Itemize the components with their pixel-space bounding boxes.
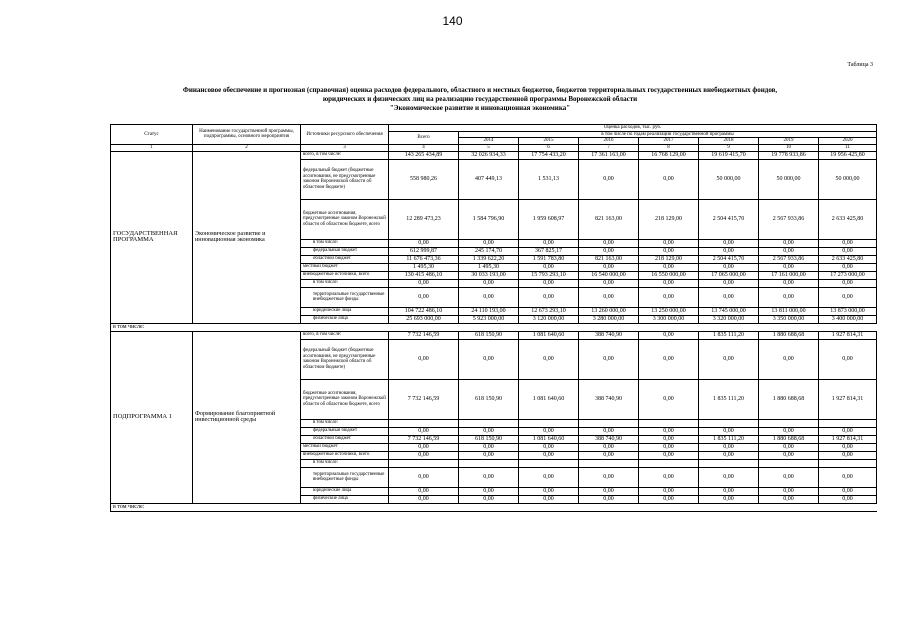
- year-value: 1 880 688,68: [759, 331, 819, 339]
- year-value: 0,00: [699, 263, 759, 271]
- year-value: 0,00: [579, 287, 639, 307]
- year-value: 0,00: [759, 487, 819, 495]
- year-value: 1 531,13: [519, 159, 579, 199]
- header-year: 2017: [639, 138, 699, 145]
- year-value: 0,00: [459, 427, 519, 435]
- year-value: 16 768 129,00: [639, 151, 699, 159]
- total-value: 0,00: [389, 279, 459, 287]
- funding-source-label: федеральный бюджет (бюджетные ассигнования, не предусмотренные законом Воронежской области об областном бюджете): [301, 159, 389, 199]
- year-value: 0,00: [519, 443, 579, 451]
- year-value: 0,00: [759, 263, 819, 271]
- separator-empty: [459, 503, 519, 511]
- year-value: 24 110 193,00: [459, 307, 519, 315]
- funding-source-label: всего, в том числе:: [301, 151, 389, 159]
- separator-empty: [519, 503, 579, 511]
- separator-empty: [819, 503, 877, 511]
- total-value: 0,00: [389, 467, 459, 487]
- year-value: 0,00: [459, 467, 519, 487]
- year-value: 0,00: [759, 287, 819, 307]
- column-index-row: [111, 144, 877, 151]
- header-year: 2014: [459, 138, 519, 145]
- year-value: 3 320 000,00: [699, 315, 759, 323]
- year-value: 0,00: [759, 339, 819, 379]
- year-value: 0,00: [699, 247, 759, 255]
- total-value: 7 732 146,59: [389, 331, 459, 339]
- separator-empty: [193, 503, 301, 511]
- year-value: 1 927 814,31: [819, 331, 877, 339]
- year-value: 0,00: [639, 435, 699, 443]
- year-value: [759, 419, 819, 427]
- year-value: 0,00: [519, 467, 579, 487]
- year-value: 17 161 000,00: [759, 271, 819, 279]
- total-value: [389, 459, 459, 467]
- year-value: 0,00: [819, 279, 877, 287]
- year-value: 1 835 111,20: [699, 435, 759, 443]
- separator-empty: [459, 323, 519, 331]
- header-year: 2016: [579, 138, 639, 145]
- table-label: Таблица 3: [847, 62, 873, 68]
- year-value: 0,00: [699, 427, 759, 435]
- column-index: 11: [819, 144, 877, 151]
- separator-row: [111, 503, 877, 511]
- year-value: [519, 459, 579, 467]
- year-value: 0,00: [459, 279, 519, 287]
- year-value: [519, 419, 579, 427]
- header-year: 2018: [699, 138, 759, 145]
- year-value: 0,00: [639, 495, 699, 503]
- year-value: 618 150,90: [459, 331, 519, 339]
- year-value: 0,00: [759, 495, 819, 503]
- year-value: 1 927 814,31: [819, 379, 877, 419]
- separator-empty: [193, 323, 301, 331]
- year-value: 1 584 796,90: [459, 199, 519, 239]
- finance-table: [110, 124, 877, 512]
- year-value: 1 495,30: [459, 263, 519, 271]
- year-value: 0,00: [699, 339, 759, 379]
- year-value: 1 081 640,60: [519, 379, 579, 419]
- year-value: 0,00: [519, 263, 579, 271]
- table-header: [111, 125, 877, 152]
- year-value: 0,00: [759, 239, 819, 247]
- year-value: 0,00: [699, 487, 759, 495]
- year-value: [699, 459, 759, 467]
- year-value: 0,00: [639, 239, 699, 247]
- year-value: 15 793 293,10: [519, 271, 579, 279]
- year-value: 13 873 000,00: [819, 307, 877, 315]
- year-value: 0,00: [699, 443, 759, 451]
- year-value: 1 835 111,20: [699, 331, 759, 339]
- header-year: 2015: [519, 138, 579, 145]
- year-value: 13 250 000,00: [639, 307, 699, 315]
- year-value: 0,00: [579, 487, 639, 495]
- funding-source-label: местный бюджет: [301, 263, 389, 271]
- year-value: 2 567 933,86: [759, 255, 819, 263]
- year-value: 3 300 000,00: [639, 315, 699, 323]
- total-value: 0,00: [389, 487, 459, 495]
- separator-label: в том числе:: [111, 503, 193, 511]
- program-status: ГОСУДАРСТВЕННАЯ ПРОГРАММА: [111, 151, 193, 323]
- year-value: [459, 459, 519, 467]
- year-value: 50 000,00: [819, 159, 877, 199]
- year-value: 30 033 193,00: [459, 271, 519, 279]
- total-value: 0,00: [389, 495, 459, 503]
- year-value: 1 591 783,80: [519, 255, 579, 263]
- column-index: 6: [519, 144, 579, 151]
- year-value: 17 754 433,20: [519, 151, 579, 159]
- separator-empty: [819, 323, 877, 331]
- year-value: 0,00: [519, 279, 579, 287]
- year-value: 0,00: [819, 287, 877, 307]
- total-value: 0,00: [389, 443, 459, 451]
- year-value: 388 740,90: [579, 331, 639, 339]
- year-value: 50 000,00: [759, 159, 819, 199]
- funding-source-label: физические лица: [301, 315, 389, 323]
- year-value: 0,00: [699, 279, 759, 287]
- program-name: Экономическое развитие и инновационная экономика: [193, 151, 301, 323]
- year-value: 0,00: [459, 443, 519, 451]
- year-value: 388 740,90: [579, 379, 639, 419]
- year-value: 0,00: [819, 451, 877, 459]
- year-value: 0,00: [579, 247, 639, 255]
- funding-source-label: областной бюджет: [301, 255, 389, 263]
- header-year: 2019: [759, 138, 819, 145]
- funding-source-label: местный бюджет: [301, 443, 389, 451]
- year-value: 245 174,70: [459, 247, 519, 255]
- funding-source-label: федеральный бюджет: [301, 247, 389, 255]
- year-value: 0,00: [579, 443, 639, 451]
- subprogram-name: Формирование благоприятной инвестиционной среды: [193, 331, 301, 503]
- year-value: 0,00: [579, 239, 639, 247]
- separator-empty: [579, 503, 639, 511]
- year-value: 0,00: [459, 339, 519, 379]
- year-value: 0,00: [759, 427, 819, 435]
- year-value: 0,00: [639, 451, 699, 459]
- year-value: 2 504 415,70: [699, 199, 759, 239]
- separator-label: в том числе:: [111, 323, 193, 331]
- column-index: 9: [699, 144, 759, 151]
- separator-empty: [389, 323, 459, 331]
- year-value: 0,00: [819, 467, 877, 487]
- year-value: 13 811 000,00: [759, 307, 819, 315]
- year-value: 0,00: [639, 339, 699, 379]
- year-value: 1 835 111,20: [699, 379, 759, 419]
- funding-source-label: физические лица: [301, 495, 389, 503]
- funding-source-label: территориальные государственные внебюджетные фонды: [301, 287, 389, 307]
- separator-empty: [759, 323, 819, 331]
- year-value: 3 120 000,00: [519, 315, 579, 323]
- header-total: Всего: [389, 131, 459, 144]
- column-index: 2: [193, 144, 301, 151]
- total-value: 0,00: [389, 451, 459, 459]
- total-value: 558 980,26: [389, 159, 459, 199]
- year-value: 2 504 415,70: [699, 255, 759, 263]
- year-value: 0,00: [639, 379, 699, 419]
- year-value: 0,00: [519, 495, 579, 503]
- year-value: [459, 419, 519, 427]
- year-value: 0,00: [459, 487, 519, 495]
- column-index: 3: [301, 144, 389, 151]
- table-row: [111, 331, 877, 339]
- funding-source-label: внебюджетные источники, всего: [301, 271, 389, 279]
- column-index: 1: [111, 144, 193, 151]
- year-value: 0,00: [519, 487, 579, 495]
- total-value: 0,00: [389, 339, 459, 379]
- year-value: 0,00: [579, 279, 639, 287]
- column-index: 10: [759, 144, 819, 151]
- separator-empty: [519, 323, 579, 331]
- year-value: 1 959 608,97: [519, 199, 579, 239]
- year-value: 0,00: [459, 495, 519, 503]
- funding-source-label: всего, в том числе:: [301, 331, 389, 339]
- funding-source-label: юридические лица: [301, 307, 389, 315]
- total-value: 104 722 486,10: [389, 307, 459, 315]
- header-status: Статус: [111, 125, 193, 145]
- title-line-3: "Экономическое развитие и инновационная экономика": [389, 104, 571, 112]
- page-number: 140: [442, 14, 463, 28]
- year-value: 1 880 688,68: [759, 379, 819, 419]
- year-value: 1 081 640,60: [519, 435, 579, 443]
- table-body: [111, 151, 877, 511]
- funding-source-label: федеральный бюджет: [301, 427, 389, 435]
- total-value: 12 289 473,23: [389, 199, 459, 239]
- title-line-1: Финансовое обеспечение и прогнозная (справочная) оценка расходов федерального, областного и местных бюджетов, бюджетов территориальных государственных внебюджетных фондов,: [182, 86, 778, 94]
- year-value: 367 825,17: [519, 247, 579, 255]
- year-value: 0,00: [459, 451, 519, 459]
- funding-source-label: в том числе:: [301, 459, 389, 467]
- total-value: 11 676 473,36: [389, 255, 459, 263]
- year-value: 0,00: [519, 339, 579, 379]
- separator-empty: [639, 323, 699, 331]
- subprogram-status: ПОДПРОГРАММА 1: [111, 331, 193, 503]
- year-value: 12 673 293,10: [519, 307, 579, 315]
- year-value: 0,00: [699, 495, 759, 503]
- year-value: 16 550 000,00: [639, 271, 699, 279]
- year-value: 0,00: [639, 159, 699, 199]
- year-value: 0,00: [639, 287, 699, 307]
- separator-empty: [579, 323, 639, 331]
- year-value: 3 350 000,00: [759, 315, 819, 323]
- column-index: 7: [579, 144, 639, 151]
- year-value: 0,00: [579, 263, 639, 271]
- year-value: 19 956 425,80: [819, 151, 877, 159]
- header-by-years: в том числе по годам реализации государственной программы: [459, 131, 877, 138]
- year-value: 0,00: [759, 443, 819, 451]
- year-value: 0,00: [639, 427, 699, 435]
- year-value: 1 880 688,68: [759, 435, 819, 443]
- separator-empty: [389, 503, 459, 511]
- year-value: 13 260 000,00: [579, 307, 639, 315]
- funding-source-label: в том числе:: [301, 239, 389, 247]
- separator-empty: [639, 503, 699, 511]
- year-value: 0,00: [699, 287, 759, 307]
- year-value: [579, 459, 639, 467]
- total-value: 1 495,30: [389, 263, 459, 271]
- total-value: 612 999,87: [389, 247, 459, 255]
- year-value: 19 619 415,70: [699, 151, 759, 159]
- total-value: 0,00: [389, 287, 459, 307]
- year-value: 0,00: [519, 427, 579, 435]
- year-value: 0,00: [579, 451, 639, 459]
- year-value: 821 163,00: [579, 199, 639, 239]
- separator-empty: [699, 503, 759, 511]
- funding-source-label: в том числе:: [301, 279, 389, 287]
- header-year: 2020: [819, 138, 877, 145]
- year-value: 0,00: [639, 487, 699, 495]
- year-value: 17 065 000,00: [699, 271, 759, 279]
- year-value: 0,00: [459, 287, 519, 307]
- year-value: [639, 459, 699, 467]
- year-value: [819, 419, 877, 427]
- year-value: [759, 459, 819, 467]
- year-value: 0,00: [639, 443, 699, 451]
- year-value: 0,00: [819, 339, 877, 379]
- separator-empty: [759, 503, 819, 511]
- year-value: 19 778 933,86: [759, 151, 819, 159]
- year-value: 0,00: [579, 159, 639, 199]
- year-value: 5 923 000,00: [459, 315, 519, 323]
- year-value: 0,00: [579, 427, 639, 435]
- year-value: 0,00: [699, 467, 759, 487]
- document-title: [100, 86, 860, 113]
- year-value: 1 339 622,20: [459, 255, 519, 263]
- total-value: [389, 419, 459, 427]
- total-value: 25 693 000,00: [389, 315, 459, 323]
- year-value: 0,00: [759, 247, 819, 255]
- year-value: [819, 459, 877, 467]
- year-value: 3 280 000,00: [579, 315, 639, 323]
- header-estimate: Оценка расходов, тыс. руб.: [389, 125, 877, 132]
- year-value: 0,00: [819, 443, 877, 451]
- column-index: 8: [639, 144, 699, 151]
- year-value: 0,00: [519, 287, 579, 307]
- table-row: [111, 151, 877, 159]
- year-value: [639, 419, 699, 427]
- year-value: 13 745 000,00: [699, 307, 759, 315]
- year-value: 218 129,00: [639, 255, 699, 263]
- year-value: 0,00: [699, 451, 759, 459]
- funding-source-label: бюджетные ассигнования, предусмотренные законом Воронежской области об областном бюджете, всего: [301, 199, 389, 239]
- year-value: [699, 419, 759, 427]
- funding-source-label: областной бюджет: [301, 435, 389, 443]
- column-index: 4: [389, 144, 459, 151]
- year-value: 0,00: [639, 279, 699, 287]
- header-name: Наименование государственной программы, подпрограммы, основного мероприятия: [193, 125, 301, 145]
- funding-source-label: федеральный бюджет (бюджетные ассигнования, не предусмотренные законом Воронежской области об областном бюджете): [301, 339, 389, 379]
- year-value: 2 567 933,86: [759, 199, 819, 239]
- total-value: 0,00: [389, 427, 459, 435]
- year-value: 0,00: [579, 495, 639, 503]
- year-value: 0,00: [819, 239, 877, 247]
- year-value: 0,00: [639, 467, 699, 487]
- year-value: 218 129,00: [639, 199, 699, 239]
- title-line-2: юридических и физических лиц на реализацию государственной программы Воронежской области: [322, 95, 638, 103]
- year-value: 1 927 814,31: [819, 435, 877, 443]
- year-value: 16 540 000,00: [579, 271, 639, 279]
- year-value: 0,00: [519, 239, 579, 247]
- year-value: 0,00: [819, 495, 877, 503]
- year-value: 0,00: [639, 247, 699, 255]
- separator-row: [111, 323, 877, 331]
- total-value: 7 732 146,59: [389, 379, 459, 419]
- header-source: Источники ресурсного обеспечения: [301, 125, 389, 145]
- funding-source-label: бюджетные ассигнования, предусмотренные законом Воронежской области об областном бюджете, всего: [301, 379, 389, 419]
- year-value: 0,00: [579, 467, 639, 487]
- year-value: 388 740,90: [579, 435, 639, 443]
- funding-source-label: в том числе:: [301, 419, 389, 427]
- year-value: 32 026 934,33: [459, 151, 519, 159]
- year-value: 1 081 640,60: [519, 331, 579, 339]
- year-value: 17 273 000,00: [819, 271, 877, 279]
- year-value: 0,00: [519, 451, 579, 459]
- year-value: 0,00: [819, 427, 877, 435]
- year-value: 0,00: [819, 487, 877, 495]
- year-value: 0,00: [759, 451, 819, 459]
- year-value: 407 449,13: [459, 159, 519, 199]
- year-value: 0,00: [579, 339, 639, 379]
- year-value: 50 000,00: [699, 159, 759, 199]
- total-value: 130 415 486,10: [389, 271, 459, 279]
- total-value: 143 265 434,89: [389, 151, 459, 159]
- year-value: 2 633 425,80: [819, 255, 877, 263]
- year-value: 0,00: [459, 239, 519, 247]
- year-value: 0,00: [639, 263, 699, 271]
- year-value: 0,00: [819, 247, 877, 255]
- year-value: 0,00: [819, 263, 877, 271]
- funding-source-label: территориальные государственные внебюджетные фонды: [301, 467, 389, 487]
- separator-empty: [301, 503, 389, 511]
- year-value: 0,00: [639, 331, 699, 339]
- year-value: 618 150,90: [459, 435, 519, 443]
- column-index: 5: [459, 144, 519, 151]
- year-value: 0,00: [759, 467, 819, 487]
- year-value: 2 633 425,80: [819, 199, 877, 239]
- year-value: 0,00: [699, 239, 759, 247]
- funding-source-label: внебюджетные источники, всего: [301, 451, 389, 459]
- year-value: 0,00: [759, 279, 819, 287]
- separator-empty: [301, 323, 389, 331]
- year-value: [579, 419, 639, 427]
- total-value: 7 732 146,59: [389, 435, 459, 443]
- total-value: 0,00: [389, 239, 459, 247]
- funding-source-label: юридические лица: [301, 487, 389, 495]
- year-value: 17 361 163,00: [579, 151, 639, 159]
- separator-empty: [699, 323, 759, 331]
- year-value: 821 163,00: [579, 255, 639, 263]
- year-value: 3 400 000,00: [819, 315, 877, 323]
- year-value: 618 150,90: [459, 379, 519, 419]
